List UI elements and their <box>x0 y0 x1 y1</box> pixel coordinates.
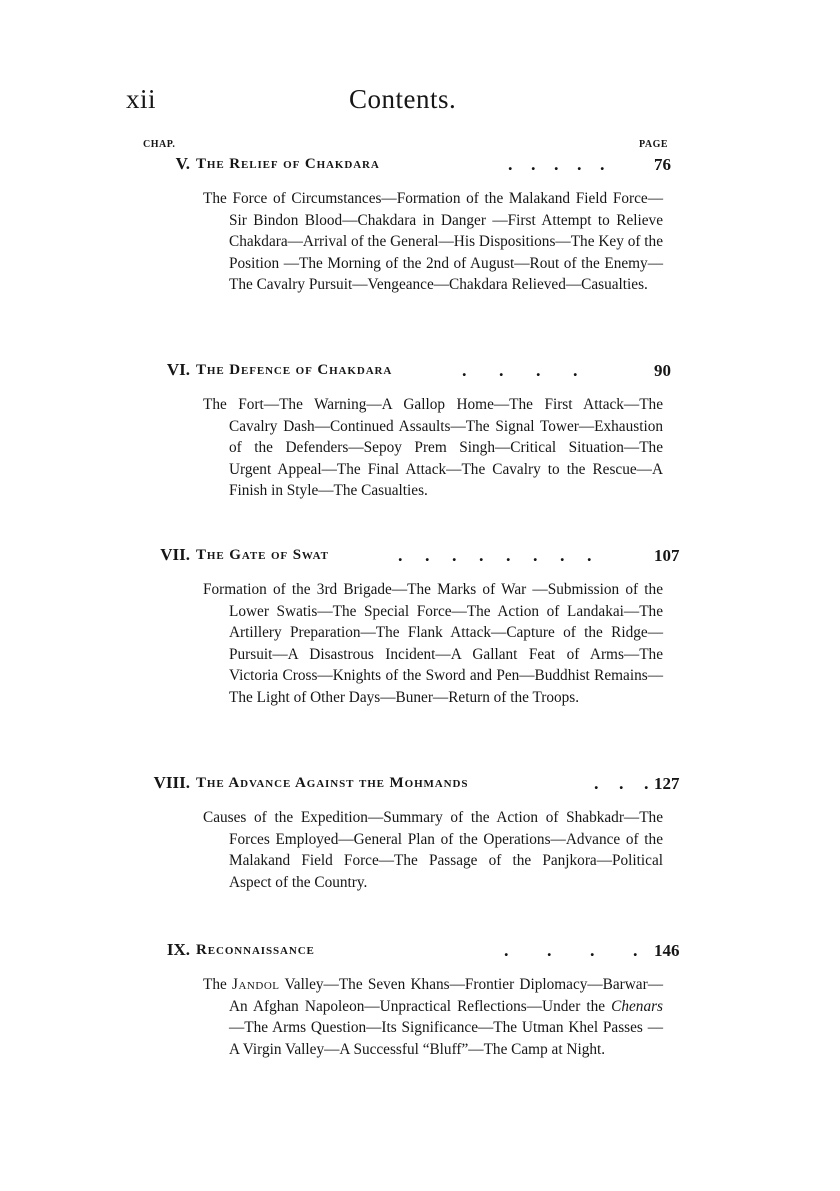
chapter-page[interactable]: 90 <box>654 361 671 380</box>
chapter-title[interactable]: The Advance Against the Mohmands <box>196 775 469 791</box>
page-title: Contents. <box>349 84 457 114</box>
summary-text: The <box>203 976 233 993</box>
toc-entry-chapter-8[interactable] <box>0 773 840 893</box>
chapter-title[interactable]: The Relief of Chakdara <box>196 156 380 172</box>
summary-text: —The Arms Question—Its Significance—The Utman Khel Passes —A Virgin Valley—A Successful “Bluff”—The Camp at Night. <box>229 1019 663 1058</box>
toc-entry-chapter-7[interactable] <box>0 545 840 709</box>
toc-entry-chapter-9[interactable] <box>0 940 840 1060</box>
chapter-numeral: VI. <box>166 360 190 379</box>
chapter-summary: The Force of Circumstances—Formation of the Malakand Field Force—Sir Bindon Blood—Chakdara in Danger —First Attempt to Relieve Chakdara—Arrival of the General—His Dispositions—The Key of the Position —The Morning of the 2nd of August—Rout of the Enemy—The Cavalry Pursuit—Vengeance—Chakdara Relieved—Casualties. <box>203 190 663 294</box>
leader-dots: . . . . . . . . <box>398 545 592 565</box>
chapter-title[interactable]: The Defence of Chakdara <box>196 362 393 378</box>
chapter-summary: Formation of the 3rd Brigade—The Marks of War —Submission of the Lower Swatis—The Special Force—The Action of Landakai—The Artillery Preparation—The Flank Attack—Capture of the Ridge—Pursuit—A Disastrous Incident—A Gallant Feat of Arms—The Victoria Cross—Knights of the Sword and Pen—Buddhist Remains—The Light of Other Days—Buner—Return of the Troops. <box>203 581 663 706</box>
leader-dots: . . . <box>594 773 649 793</box>
chapter-summary: Causes of the Expedition—Summary of the Action of Shabkadr—The Forces Employed—General Plan of the Operations—Advance of the Malakand Field Force—The Passage of the Panjkora—Political Aspect of the Country. <box>203 809 663 891</box>
toc-entry-chapter-6[interactable] <box>0 360 840 502</box>
chapter-page[interactable]: 107 <box>654 546 680 565</box>
summary-italic-chenars: Chenars <box>611 997 663 1015</box>
chapter-numeral: V. <box>175 154 190 173</box>
chapter-page[interactable]: 146 <box>654 941 680 960</box>
chapter-numeral: IX. <box>166 940 190 959</box>
chapter-title[interactable]: Reconnaissance <box>196 942 315 958</box>
leader-dots: . . . . <box>504 940 638 960</box>
summary-smallcaps-jandol: Jandol <box>232 976 280 993</box>
toc-entry-chapter-5[interactable] <box>0 154 840 296</box>
chapter-numeral: VII. <box>160 545 190 564</box>
leader-dots: . . . . . <box>508 154 605 174</box>
chapter-page[interactable]: 76 <box>654 155 671 174</box>
page-number: xii <box>126 84 157 114</box>
chap-column-label: CHAP. <box>143 139 176 150</box>
chapter-title[interactable]: The Gate of Swat <box>196 547 329 563</box>
chapter-summary: The Fort—The Warning—A Gallop Home—The First Attack—The Cavalry Dash—Continued Assaults—The Signal Tower—Exhaustion of the Defenders—Sepoy Prem Singh—Critical Situation—The Urgent Appeal—The Final Attack—The Cavalry to the Rescue—A Finish in Style—The Casualties. <box>203 396 663 500</box>
leader-dots: . . . . <box>462 360 578 380</box>
chapter-numeral: VIII. <box>153 773 190 792</box>
summary-text: Valley—The Seven Khans—Frontier Diplomacy—Barwar—An Afghan Napoleon—Unpractical Reflections—Under the <box>229 976 663 1015</box>
page-column-label: PAGE <box>639 139 669 150</box>
chapter-page[interactable]: 127 <box>654 774 680 793</box>
chapter-summary <box>203 974 663 1060</box>
